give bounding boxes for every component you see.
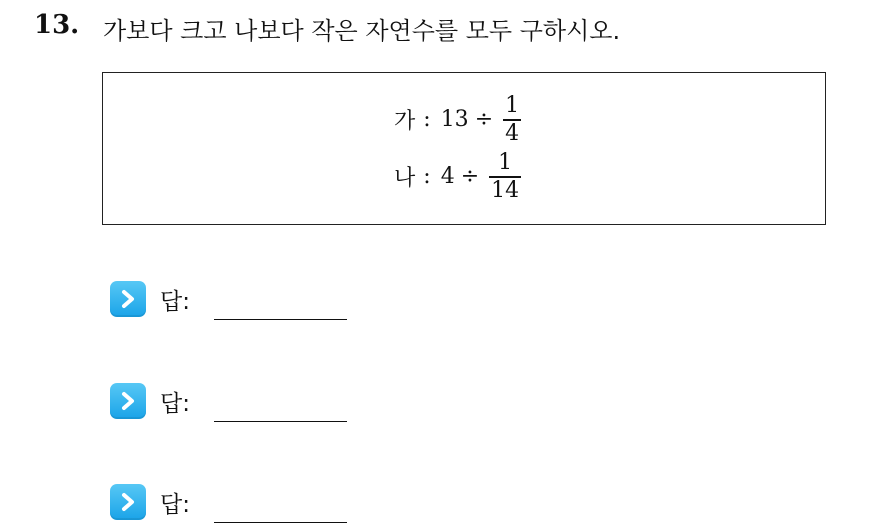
answer-label: 답: [160, 491, 190, 518]
expression-row-ga [394, 95, 521, 145]
fraction-numerator: 1 [498, 150, 513, 175]
answer-blank[interactable] [214, 421, 347, 422]
answer-label: 답: [160, 390, 190, 417]
chevron-right-icon [110, 383, 146, 419]
expression-label: 나 [394, 166, 416, 192]
expression-row-na [394, 152, 521, 202]
dividend: 13 [440, 107, 469, 133]
fraction-denominator: 14 [491, 177, 520, 203]
expression-colon: : [423, 164, 431, 190]
fraction-numerator: 1 [505, 93, 520, 118]
answer-blank[interactable] [214, 522, 347, 523]
answer-row-2 [110, 383, 190, 419]
answer-row-1 [110, 281, 190, 317]
chevron-right-icon [110, 281, 146, 317]
fraction [503, 95, 521, 145]
answer-blank[interactable] [214, 319, 347, 320]
division-operator: ÷ [460, 164, 480, 190]
dividend: 4 [440, 164, 455, 190]
expression-colon: : [423, 107, 431, 133]
answer-label: 답: [160, 288, 190, 315]
expression-label: 가 [394, 109, 416, 135]
chevron-right-icon [110, 484, 146, 520]
division-operator: ÷ [474, 107, 494, 133]
question-number: 13. [34, 10, 80, 40]
question-text: 가보다 크고 나보다 작은 자연수를 모두 구하시오. [103, 17, 621, 45]
answer-row-3 [110, 484, 190, 520]
fraction [489, 152, 521, 202]
fraction-denominator: 4 [505, 120, 520, 146]
